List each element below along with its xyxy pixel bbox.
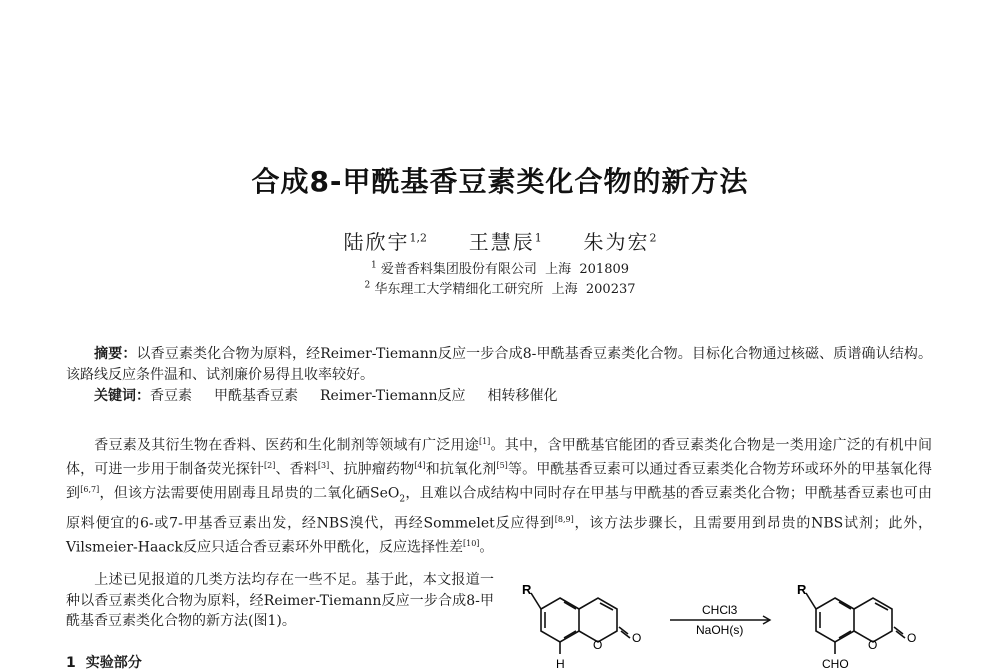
- author-affil-mark: 2: [649, 231, 657, 245]
- section-title: 实验部分: [85, 655, 142, 671]
- ring-oxygen-label: O: [868, 638, 878, 652]
- citation: [5]: [496, 461, 508, 471]
- reactant-h-label: H: [556, 657, 565, 671]
- product-r-label: R: [797, 582, 807, 597]
- citation: [2]: [263, 461, 276, 471]
- citation: [8,9]: [554, 515, 574, 525]
- author-list: [0, 226, 1000, 255]
- affiliation-text: 爱普香料集团股份有限公司 上海 201809: [380, 262, 630, 277]
- affiliation-mark: 1: [370, 260, 377, 271]
- body-text: 、抗肿瘤药物: [329, 461, 415, 478]
- body-text: ，且难以合成结构中同时存在甲基与甲酰基的香豆素类化合物；甲酰基香豆素也可由原料便宜的6-或7-甲基香豆素出发，经NBS溴代，再经Sommelet反应得到: [66, 485, 933, 532]
- product-structure: [806, 593, 905, 654]
- affiliation-text: 华东理工大学精细化工研究所 上海 200237: [374, 282, 636, 297]
- body-text: 上述已见报道的几类方法均存在一些不足。基于此，本文报道一种以香豆素类化合物为原料，经Reimer-Tiemann反应一步合成8-甲酰基香豆素类化合物的新方法(图1)。: [66, 572, 494, 629]
- body-text: ，但该方法需要使用剧毒且昂贵的二氧化硒SeO: [99, 485, 400, 502]
- author-affil-mark: 1: [534, 231, 542, 245]
- body-text: 和抗氧化剂: [425, 461, 497, 478]
- abstract: [66, 344, 932, 385]
- product-cho-label: CHO: [822, 657, 849, 671]
- citation: [3]: [317, 461, 330, 471]
- author-affil-mark: 1,2: [409, 231, 427, 245]
- author-name: 王慧辰: [468, 230, 535, 254]
- body-text: 。其中，含甲酰基官能团的香豆素类化合物是一类用途广泛的有机中间体，可进一步用于制备荧光探针: [66, 437, 933, 478]
- body-text: 。: [479, 540, 494, 557]
- body-text: ，该方法步骤长，且需要用到昂贵的NBS试剂；此外，Vilsmeier-Haack反应只适合香豆素环外甲酰化，反应选择性差: [66, 515, 932, 557]
- citation: [1]: [478, 437, 491, 446]
- keyword: Reimer-Tiemann反应: [320, 388, 466, 404]
- body-text: 香豆素及其衍生物在香料、医药和生化制剂等领域有广泛用途: [94, 437, 479, 454]
- author-name: 陆欣宇: [343, 230, 410, 254]
- keyword: 香豆素: [150, 388, 192, 404]
- reagent-bottom: NaOH(s): [696, 623, 744, 637]
- paper-title: 合成8-甲酰基香豆素类化合物的新方法: [251, 165, 749, 198]
- keyword: 甲酰基香豆素: [214, 388, 298, 404]
- reactant-r-label: R: [522, 582, 532, 597]
- keywords-label: 关键词：: [94, 388, 150, 404]
- keywords: [66, 386, 932, 407]
- carbonyl-oxygen-label: O: [907, 631, 917, 645]
- intro-paragraph: [66, 432, 932, 559]
- body-text: 、香料: [275, 461, 318, 478]
- section-number: 1: [66, 655, 76, 671]
- section-heading: [66, 652, 142, 672]
- reagent-top: CHCl3: [702, 603, 738, 617]
- subscript: 2: [399, 494, 406, 505]
- author-name: 朱为宏: [583, 230, 650, 254]
- reaction-scheme: [520, 572, 940, 671]
- affiliation-line: [0, 258, 1000, 277]
- citation: [6,7]: [80, 485, 100, 495]
- keyword: 相转移催化: [487, 388, 558, 404]
- citation: [4]: [414, 461, 426, 471]
- ring-oxygen-label: O: [593, 638, 603, 652]
- body-text: 等。甲酰基香豆素可以通过香豆素类化合物芳环或环外的甲基氧化得到: [66, 461, 933, 502]
- carbonyl-oxygen-label: O: [632, 631, 642, 645]
- reactant-structure: [531, 593, 630, 654]
- intro-paragraph-2: [66, 570, 494, 632]
- affiliation-mark: 2: [364, 280, 371, 291]
- affiliation-line: [0, 278, 1000, 297]
- abstract-label: 摘要：: [94, 346, 137, 362]
- citation: [10]: [462, 539, 480, 549]
- abstract-text: 以香豆素类化合物为原料，经Reimer-Tiemann反应一步合成8-甲酰基香豆素类化合物。目标化合物通过核磁、质谱确认结构。该路线反应条件温和、试剂廉价易得且收率较好。: [66, 346, 932, 383]
